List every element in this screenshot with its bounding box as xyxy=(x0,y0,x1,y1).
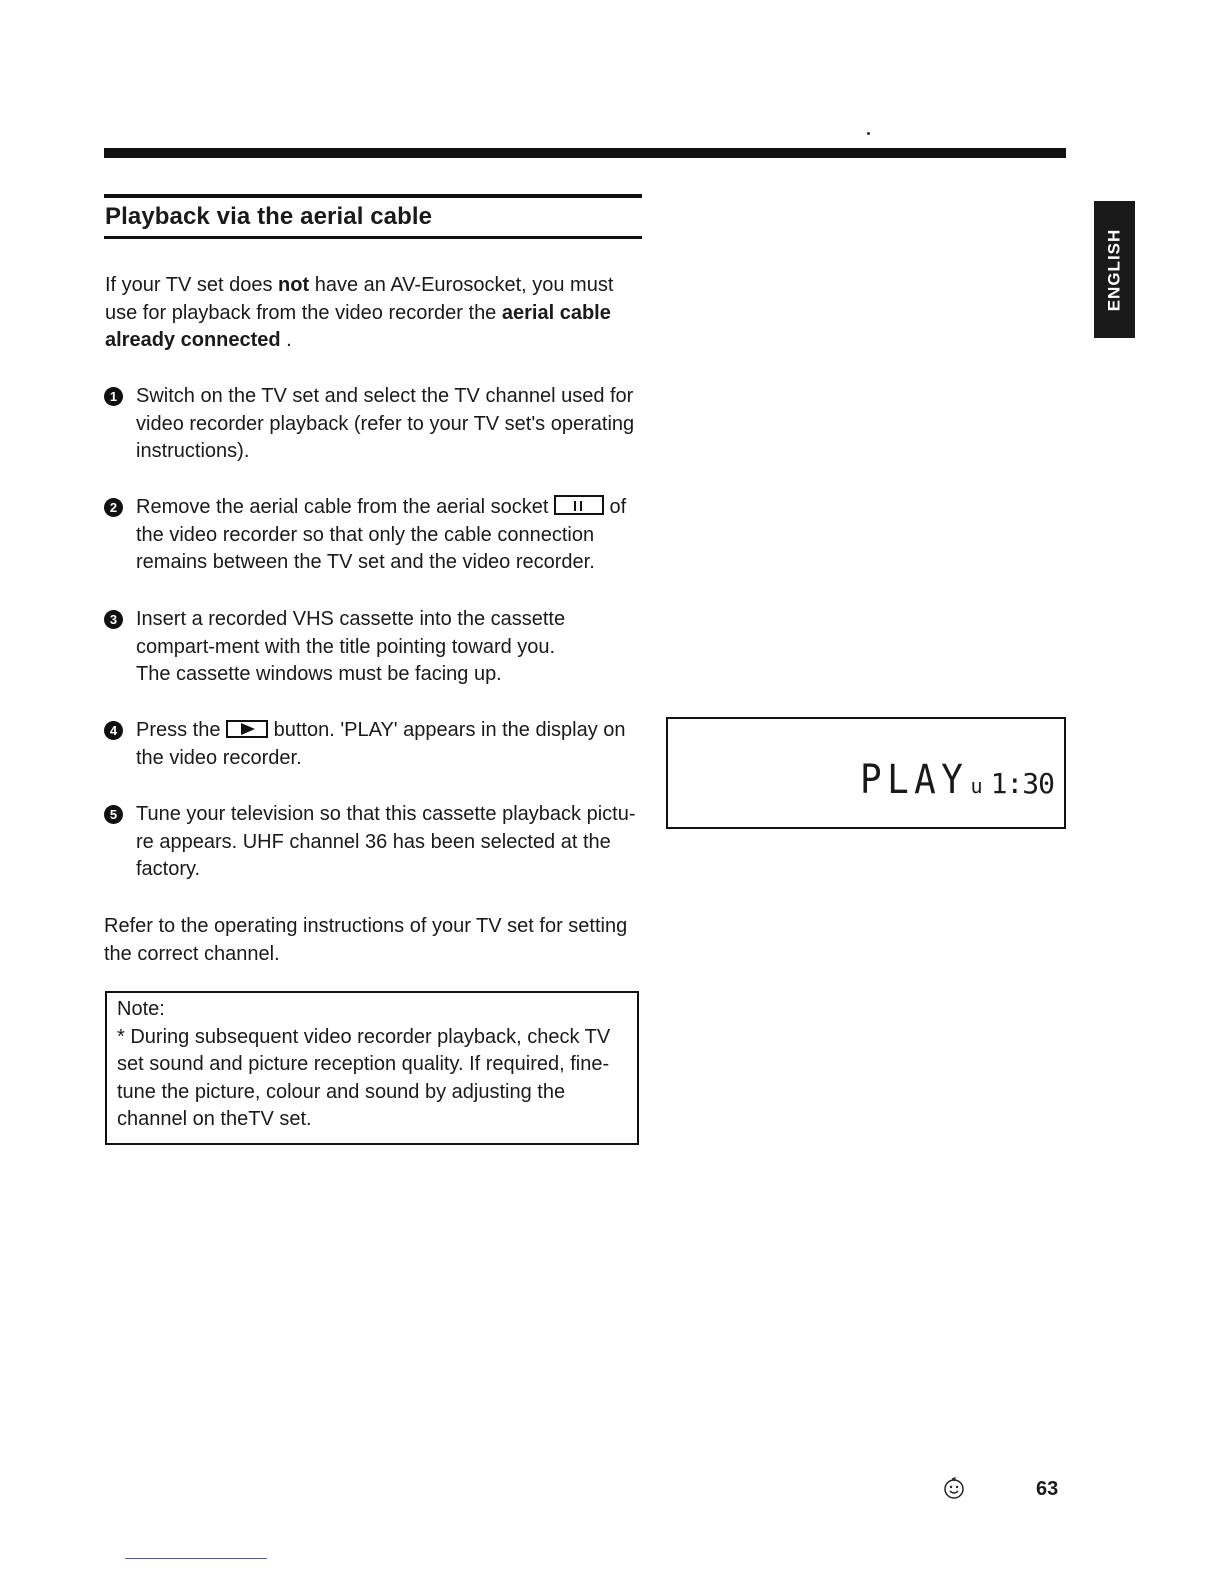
step-text-line: The cassette windows must be facing up. xyxy=(136,663,502,685)
aerial-socket-icon xyxy=(554,495,604,515)
step-1 xyxy=(104,383,649,466)
lcd-separator: u xyxy=(970,774,983,798)
play-button-icon xyxy=(226,720,268,738)
step-number: 4 xyxy=(104,721,123,740)
intro-bold-1: not xyxy=(278,274,310,296)
step-number: 2 xyxy=(104,498,123,517)
lcd-play-text: PLAY xyxy=(860,757,969,803)
step-2 xyxy=(104,494,649,577)
intro-text-3: . xyxy=(280,329,292,351)
step-4 xyxy=(104,717,649,772)
step-text-line: Insert a recorded VHS cassette into the cassette compart-ment with the title pointing toward you. xyxy=(136,608,566,658)
step-number: 1 xyxy=(104,387,123,406)
step-text-part: button. 'PLAY' appears in the display on the video recorder. xyxy=(136,719,626,769)
intro-text-2: have an AV-Eurosocket, you must use for playback from the video recorder the xyxy=(105,274,614,324)
vcr-display-panel xyxy=(666,717,1066,829)
lcd-time: 1:30 xyxy=(990,767,1054,800)
note-heading: Note: xyxy=(117,998,165,1020)
closing-paragraph: Refer to the operating instructions of your TV set for setting the correct channel. xyxy=(104,915,628,965)
step-text xyxy=(136,717,649,772)
step-text xyxy=(136,606,649,689)
step-text: Tune your television so that this cassette playback pictu-re appears. UHF channel 36 has been selected at the factory. xyxy=(136,803,636,880)
language-tab-label: ENGLISH xyxy=(1104,228,1124,311)
footer-line xyxy=(125,1558,267,1559)
step-number: 3 xyxy=(104,610,123,629)
intro-text-1: If your TV set does xyxy=(105,274,279,296)
step-number: 5 xyxy=(104,805,123,824)
intro-bold-2: aerial cable already connected xyxy=(105,301,611,351)
smiley-recycle-icon xyxy=(942,1476,966,1500)
step-text xyxy=(136,494,649,577)
title-rule-bottom xyxy=(104,236,642,239)
step-text-part: of the video recorder so that only the cable connection remains between the TV set and the video recorder. xyxy=(136,496,627,573)
note-box xyxy=(105,991,639,1145)
lcd-readout xyxy=(848,757,1054,803)
section-header xyxy=(104,194,642,239)
step-3 xyxy=(104,606,649,689)
note-body: * During subsequent video recorder playback, check TV set sound and picture reception quality. If required, fine-tune the picture, colour and sound by adjusting the channel on theTV set. xyxy=(117,1025,611,1130)
step-5 xyxy=(104,801,649,884)
speck xyxy=(867,132,870,135)
top-rule xyxy=(104,148,1066,158)
page-title: Playback via the aerial cable xyxy=(105,203,433,230)
step-text-part: Remove the aerial cable from the aerial socket xyxy=(136,496,554,518)
intro-paragraph xyxy=(105,272,645,355)
language-tab xyxy=(1094,201,1135,338)
step-text: Switch on the TV set and select the TV channel used for video recorder playback (refer to your TV set's operating instructions). xyxy=(136,385,635,462)
page-number: 63 xyxy=(1036,1478,1059,1500)
step-text-part: Press the xyxy=(136,719,227,741)
